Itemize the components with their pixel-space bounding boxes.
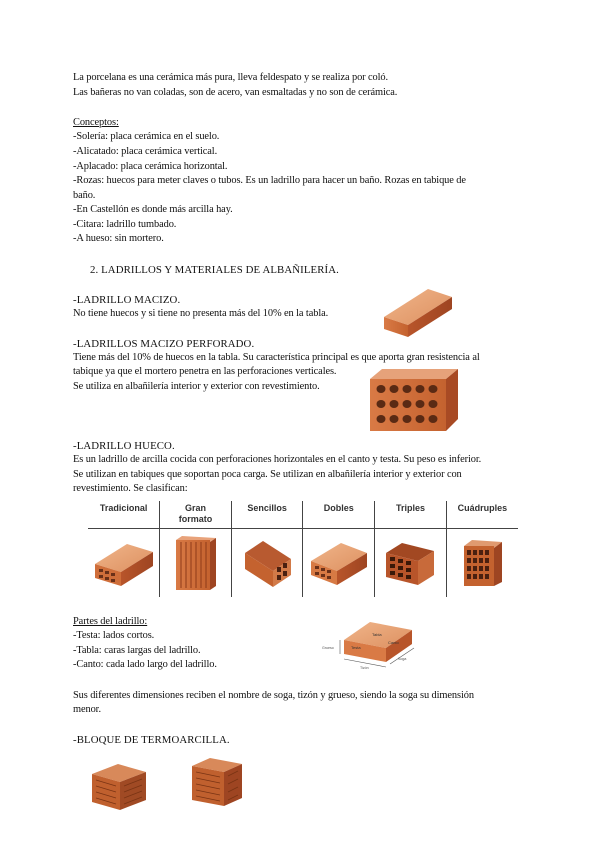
brick-parts-diagram	[318, 612, 418, 670]
concepto-item: -Aplacado: placa cerámica horizontal.	[73, 161, 228, 172]
perforated-brick-image	[368, 367, 460, 433]
parte-item: -Testa: lados cortos.	[73, 630, 155, 641]
gran-formato-brick-cell	[160, 529, 232, 598]
concepto-item: baño.	[73, 190, 96, 201]
perforado-text-2: tabique ya que el mortero penetra en las perforaciones verticales.	[73, 366, 337, 377]
partes-title: Partes del ladrillo:	[73, 616, 148, 627]
table-header: Gran formato	[160, 501, 232, 529]
diagram-label-canto: Canto	[388, 640, 399, 645]
termoarcilla-block-image	[188, 756, 244, 810]
conceptos-title: Conceptos:	[73, 117, 119, 128]
triples-brick-cell	[375, 529, 447, 598]
dimensiones-line-2: menor.	[73, 704, 101, 715]
hueco-title: -LADRILLO HUECO.	[73, 440, 175, 452]
table-header: Tradicional	[88, 501, 160, 529]
tradicional-brick-cell	[88, 529, 160, 598]
hueco-text-2: Se utilizan en tabiques que soportan poca carga. Se utilizan en albañilería interior y exterior con	[73, 469, 462, 480]
solid-brick-image	[382, 287, 454, 339]
section-heading: 2. LADRILLOS Y MATERIALES DE ALBAÑILERÍA.	[90, 264, 339, 276]
perforado-text-3: Se utiliza en albañilería interior y exterior con revestimiento.	[73, 381, 320, 392]
table-header: Sencillos	[231, 501, 303, 529]
concepto-item: -Solería: placa cerámica en el suelo.	[73, 131, 220, 142]
parte-item: -Tabla: caras largas del ladrillo.	[73, 645, 201, 656]
termoarcilla-title: -BLOQUE DE TERMOARCILLA.	[73, 734, 230, 746]
macizo-text: No tiene huecos y si tiene no presenta más del 10% en la tabla.	[73, 308, 329, 319]
dobles-brick-cell	[303, 529, 375, 598]
perforado-title: -LADRILLOS MACIZO PERFORADO.	[73, 338, 255, 350]
table-header-row	[88, 501, 518, 529]
perforado-text-1: Tiene más del 10% de huecos en la tabla. Su característica principal es que aporta gran resistencia al	[73, 352, 480, 363]
hueco-text-3: revestimiento. Se clasifican:	[73, 483, 188, 494]
dimensiones-line-1: Sus diferentes dimensiones reciben el nombre de soga, tizón y grueso, siendo la soga su dimensión	[73, 690, 474, 701]
hueco-text-1: Es un ladrillo de arcilla cocida con perforaciones horizontales en el canto y testa. Su peso es inferior.	[73, 454, 482, 465]
sencillos-brick-cell	[231, 529, 303, 598]
parte-item: -Canto: cada lado largo del ladrillo.	[73, 659, 217, 670]
diagram-label-soga: Soga	[398, 657, 407, 661]
table-header: Triples	[375, 501, 447, 529]
diagram-label-tizon: Tizón	[360, 666, 369, 670]
table-image-row	[88, 529, 518, 598]
brick-types-table	[88, 501, 518, 597]
termoarcilla-block-image	[88, 760, 148, 812]
diagram-label-tabla: Tabla	[372, 632, 382, 637]
concepto-item: -Alicatado: placa cerámica vertical.	[73, 146, 218, 157]
concepto-item: -Citara: ladrillo tumbado.	[73, 219, 177, 230]
diagram-label-testa: Testa	[351, 645, 361, 650]
macizo-title: -LADRILLO MACIZO.	[73, 294, 181, 306]
intro-line-1: La porcelana es una cerámica más pura, lleva feldespato y se realiza por coló.	[73, 72, 389, 83]
table-header: Cuádruples	[446, 501, 518, 529]
concepto-item: -A hueso: sin mortero.	[73, 233, 164, 244]
intro-line-2: Las bañeras no van coladas, son de acero, van esmaltadas y no son de cerámica.	[73, 87, 398, 98]
concepto-item: -Rozas: huecos para meter claves o tubos. Es un ladrillo para hacer un baño. Rozas en tabique de	[73, 175, 466, 186]
table-header: Dobles	[303, 501, 375, 529]
cuadruples-brick-cell	[446, 529, 518, 598]
concepto-item: -En Castellón es donde más arcilla hay.	[73, 204, 233, 215]
diagram-label-grueso: Grueso	[322, 646, 334, 650]
